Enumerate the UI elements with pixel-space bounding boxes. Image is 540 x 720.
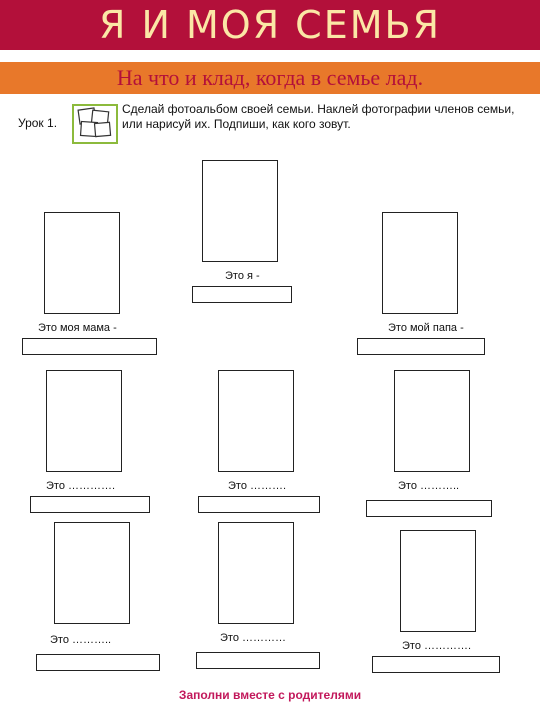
name-field-row3-right[interactable] bbox=[366, 500, 492, 517]
label-row3-left: Это …………. bbox=[46, 480, 116, 492]
lesson-label: Урок 1. bbox=[18, 116, 58, 130]
photo-frame-row3-left[interactable] bbox=[46, 370, 122, 472]
page-title: Я И МОЯ СЕМЬЯ bbox=[99, 3, 441, 47]
name-field-row4-center[interactable] bbox=[196, 652, 320, 669]
label-row4-center: Это ………… bbox=[220, 632, 286, 644]
photo-frame-row4-left[interactable] bbox=[54, 522, 130, 624]
label-row3-center: Это ………. bbox=[228, 480, 287, 492]
name-field-mom[interactable] bbox=[22, 338, 157, 355]
label-me: Это я - bbox=[225, 270, 260, 282]
label-mom: Это моя мама - bbox=[38, 322, 117, 334]
label-row4-left: Это ……….. bbox=[50, 634, 112, 646]
label-dad: Это мой папа - bbox=[388, 322, 464, 334]
name-field-row4-right[interactable] bbox=[372, 656, 500, 673]
lesson-instruction: Сделай фотоальбом своей семьи. Наклей фотографии членов семьи, или нарисуй их. Подпиши, как кого зовут. bbox=[122, 102, 515, 131]
name-field-me[interactable] bbox=[192, 286, 292, 303]
photo-stack-icon bbox=[72, 104, 118, 144]
photo-frame-me[interactable] bbox=[202, 160, 278, 262]
name-field-row3-left[interactable] bbox=[30, 496, 150, 513]
photo-frame-row3-right[interactable] bbox=[394, 370, 470, 472]
header-divider bbox=[0, 50, 540, 62]
photo-frame-mom[interactable] bbox=[44, 212, 120, 314]
footer-note: Заполни вместе с родителями bbox=[178, 688, 362, 702]
label-row3-right: Это ……….. bbox=[398, 480, 460, 492]
page-header bbox=[0, 0, 540, 50]
photo-frame-dad[interactable] bbox=[382, 212, 458, 314]
photo-frame-row3-center[interactable] bbox=[218, 370, 294, 472]
photo-frame-row4-center[interactable] bbox=[218, 522, 294, 624]
name-field-row4-left[interactable] bbox=[36, 654, 160, 671]
name-field-dad[interactable] bbox=[357, 338, 485, 355]
proverb-text: На что и клад, когда в семье лад. bbox=[116, 65, 424, 90]
proverb-banner bbox=[0, 62, 540, 94]
label-row4-right: Это …………. bbox=[402, 640, 472, 652]
name-field-row3-center[interactable] bbox=[198, 496, 320, 513]
photo-frame-row4-right[interactable] bbox=[400, 530, 476, 632]
